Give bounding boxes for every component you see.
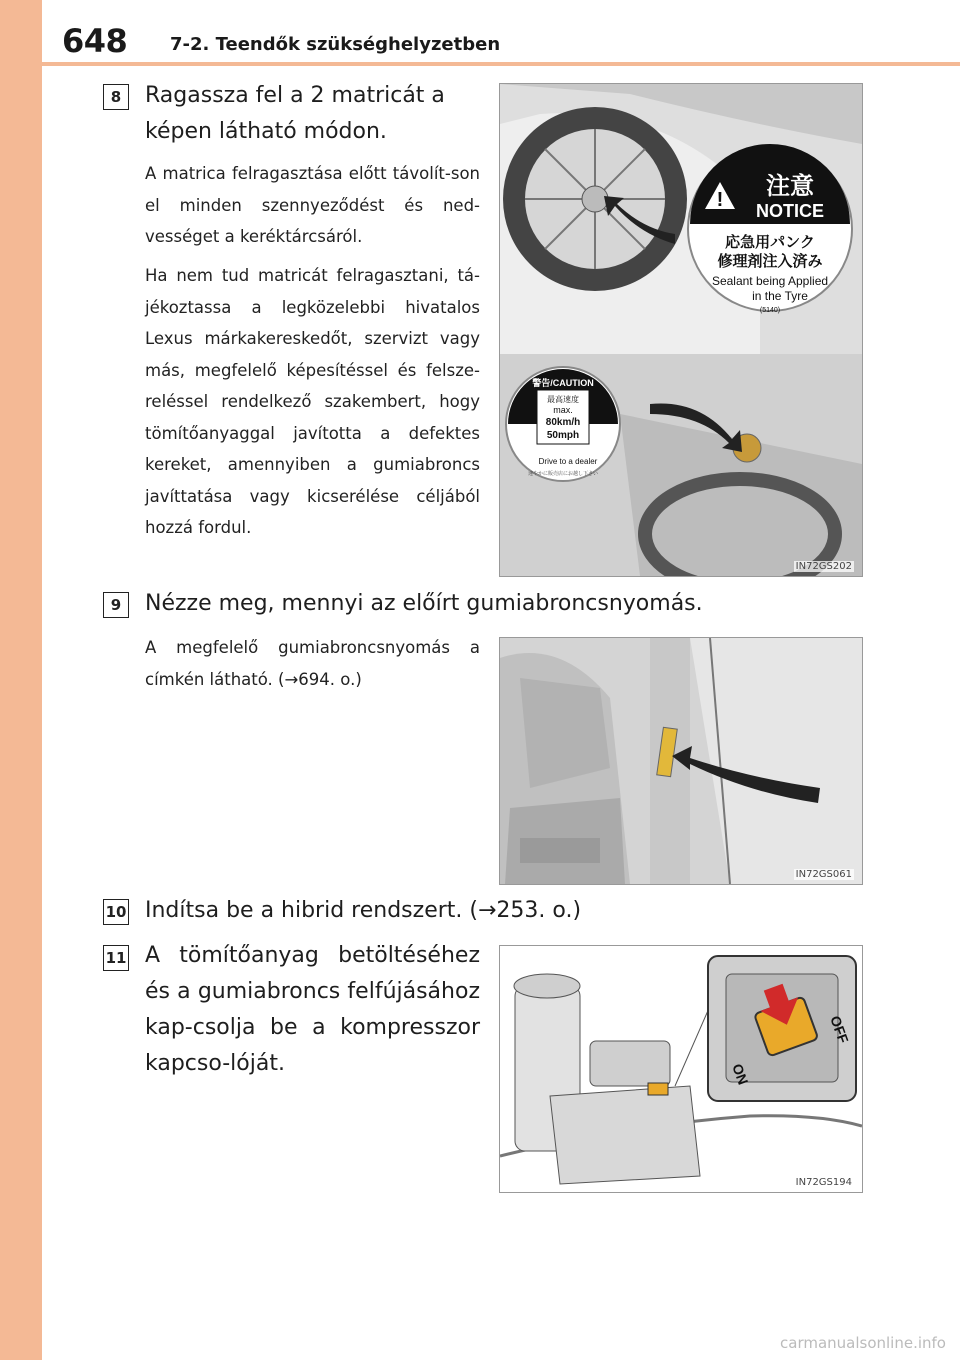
compressor-illustration bbox=[500, 946, 862, 1192]
caution-sticker bbox=[506, 367, 620, 481]
figure-tire-pressure-label bbox=[499, 637, 863, 885]
figure-code: IN72GS061 bbox=[795, 869, 852, 880]
switch-closeup bbox=[708, 956, 856, 1101]
svg-text:警告/CAUTION: 警告/CAUTION bbox=[532, 378, 594, 388]
door-pillar-illustration bbox=[500, 638, 862, 884]
side-color-bar bbox=[0, 0, 42, 1360]
footer-watermark: carmanualsonline.info bbox=[780, 1334, 946, 1352]
svg-text:最高速度: 最高速度 bbox=[547, 395, 579, 404]
figure-compressor-switch bbox=[499, 945, 863, 1193]
svg-text:NOTICE: NOTICE bbox=[755, 201, 825, 221]
figure-code: IN72GS202 bbox=[795, 561, 852, 572]
sticker-illustration bbox=[500, 84, 862, 576]
step-number-10: 10 bbox=[103, 899, 129, 925]
svg-text:max.: max. bbox=[553, 405, 573, 415]
step-11-instruction: A tömítőanyag betöltéséhez és a gumiabroncs felfújásához kap-csolja be a kompresszor kapcso-lóját. bbox=[145, 943, 480, 1076]
svg-text:注意: 注意 bbox=[766, 173, 814, 200]
step-8-paragraph-1: A matrica felragasztása előtt távolít-son el minden szennyeződést és ned-vességet a keréktárcsáról. bbox=[145, 164, 480, 246]
svg-text:速やかに販売店にお越し下さい: 速やかに販売店にお越し下さい bbox=[527, 471, 599, 477]
section-title: 7-2. Teendők szükséghelyzetben bbox=[170, 34, 501, 55]
step-8-instruction: Ragassza fel a 2 matricát a képen látható módon. bbox=[145, 83, 445, 144]
svg-text:応急用パンク: 応急用パンク bbox=[725, 234, 815, 251]
page-number: 648 bbox=[62, 22, 128, 60]
notice-sticker bbox=[688, 144, 852, 314]
header-rule bbox=[42, 62, 960, 66]
figure-sticker-placement bbox=[499, 83, 863, 577]
svg-text:Drive to a dealer: Drive to a dealer bbox=[538, 457, 598, 466]
step-number-9: 9 bbox=[103, 592, 129, 618]
svg-text:修理剤注入済み: 修理剤注入済み bbox=[717, 253, 823, 270]
svg-text:OFF: OFF bbox=[827, 1013, 852, 1046]
svg-text:!: ! bbox=[716, 189, 724, 211]
step-8-paragraph-2: Ha nem tud matricát felragasztani, tá-jékoztassa a legközelebbi hivatalos Lexus márkakereskedőt, szervizt vagy más, megfelelő képesítéssel és felsze-reléssel rendelkező szakembert, hogy tömítőanyaggal javította a defektes kereket, amennyiben a gumiabroncs javíttatása vagy kicserélése céljából hozzá fordul. bbox=[145, 266, 480, 537]
svg-text:50mph: 50mph bbox=[546, 430, 580, 441]
svg-text:Sealant being Applied: Sealant being Applied bbox=[711, 274, 829, 288]
step-number-8: 8 bbox=[103, 84, 129, 110]
figure-code: IN72GS194 bbox=[795, 1177, 852, 1188]
step-9-instruction: Nézze meg, mennyi az előírt gumiabroncsnyomás. bbox=[145, 591, 703, 616]
svg-text:(5140): (5140) bbox=[759, 307, 781, 314]
step-9-paragraph-1: A megfelelő gumiabroncsnyomás a címkén látható. (→694. o.) bbox=[145, 638, 480, 689]
svg-text:in the Tyre: in the Tyre bbox=[752, 289, 808, 303]
svg-text:ON: ON bbox=[729, 1061, 752, 1087]
step-10-instruction: Indítsa be a hibrid rendszert. (→253. o.) bbox=[145, 898, 582, 923]
svg-text:80km/h: 80km/h bbox=[545, 417, 581, 428]
step-number-11: 11 bbox=[103, 945, 129, 971]
